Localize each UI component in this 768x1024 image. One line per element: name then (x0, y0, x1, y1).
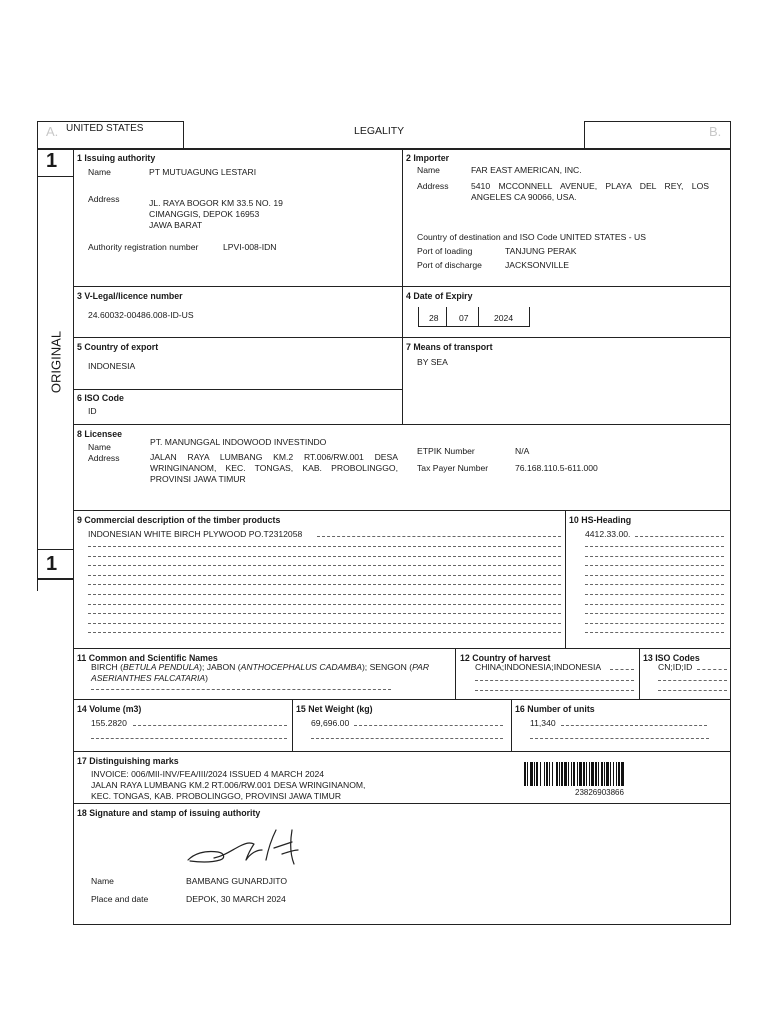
licensee-address: JALAN RAYA LUMBANG KM.2 RT.006/RW.001 DESA WRINGINANOM, KEC. TONGAS, KAB. PROBOLINGGO, PROVINSI JAWA TIMUR (150, 452, 398, 484)
copy-label: ORIGINAL (48, 330, 64, 394)
filler-line (88, 623, 561, 624)
box-a-letter: A. (46, 124, 59, 139)
form-left-border (73, 148, 74, 925)
header-line (584, 121, 585, 148)
column-divider (639, 648, 640, 699)
expiry-year: 2024 (494, 313, 514, 323)
harvest-country-heading: 12 Country of harvest (460, 653, 551, 663)
filler-line (88, 556, 561, 557)
marks-line: KEC. TONGAS, KAB. PROBOLINGGO, PROVINSI JAWA TIMUR (91, 791, 342, 801)
issuer-address-line: JL. RAYA BOGOR KM 33.5 NO. 19 (149, 198, 283, 208)
importer-heading: 2 Importer (406, 153, 450, 163)
iso-codes-heading: 13 ISO Codes (643, 653, 700, 663)
licensee-address-label: Address (88, 453, 120, 463)
volume-heading: 14 Volume (m3) (77, 704, 142, 714)
filler-line (585, 556, 724, 557)
authority-reg-number: LPVI-008-IDN (223, 242, 277, 252)
species-names-line: BIRCH (BETULA PENDULA); JABON (ANTHOCEPHALUS CADAMBA); SENGON (PAR (91, 662, 430, 672)
barcode (524, 762, 680, 786)
copy-number-top: 1 (46, 150, 58, 172)
barcode-bar (618, 762, 620, 786)
section-divider (73, 803, 731, 804)
form-title: LEGALITY (354, 125, 405, 137)
side-border (37, 549, 73, 550)
barcode-bar (573, 762, 575, 786)
units-value: 11,340 (530, 718, 556, 728)
side-border (37, 148, 38, 591)
header-line (730, 121, 731, 149)
issuer-name-label: Name (88, 167, 111, 177)
hs-heading-value: 4412.33.00. (585, 529, 631, 539)
column-divider (402, 148, 403, 424)
filler-line (585, 575, 724, 576)
licence-number: 24.60032-00486.008-ID-US (88, 310, 194, 320)
issuer-name: PT MUTUAGUNG LESTARI (149, 167, 257, 177)
barcode-bar (616, 762, 617, 786)
filler-line (311, 738, 503, 739)
section-divider (73, 751, 731, 752)
barcode-bar (546, 762, 548, 786)
box-b-letter: B. (709, 124, 722, 139)
barcode-bar (586, 762, 587, 786)
barcode-number: 23826903866 (575, 788, 624, 797)
filler-line (530, 738, 709, 739)
filler-line (475, 680, 634, 681)
export-country-heading: 5 Country of export (77, 342, 159, 352)
port-discharge: JACKSONVILLE (505, 260, 569, 270)
expiry-day: 28 (429, 313, 439, 323)
filler-line (585, 546, 724, 547)
expiry-date-heading: 4 Date of Expiry (406, 291, 473, 301)
column-divider (565, 510, 566, 648)
filler-line (88, 604, 561, 605)
marks-heading: 17 Distinguishing marks (77, 756, 179, 766)
barcode-bar (601, 762, 603, 786)
filler-line (91, 738, 287, 739)
filler-line (585, 584, 724, 585)
expiry-month: 07 (459, 313, 469, 323)
section-divider (73, 699, 731, 700)
filler-line (88, 565, 561, 566)
filler-line (658, 690, 727, 691)
barcode-bar (583, 762, 585, 786)
licensee-heading: 8 Licensee (77, 429, 122, 439)
copy-number-bottom: 1 (46, 553, 58, 575)
filler-line (585, 594, 724, 595)
section-divider (73, 648, 731, 649)
filler-line (88, 613, 561, 614)
barcode-bar (589, 762, 590, 786)
barcode-bar (591, 762, 594, 786)
marks-line: INVOICE: 006/MII-INV/FEA/III/2024 ISSUED 4 MARCH 2024 (91, 769, 325, 779)
volume-value: 155.2820 (91, 718, 127, 728)
destination-country: Country of destination and ISO Code UNITED STATES - US (417, 232, 646, 242)
etpik-number: N/A (515, 446, 530, 456)
signature-heading: 18 Signature and stamp of issuing authority (77, 808, 261, 818)
column-divider (511, 699, 512, 751)
barcode-bar (556, 762, 558, 786)
form-right-border (730, 148, 731, 925)
country-label: UNITED STATES (66, 123, 144, 134)
filler-line (91, 689, 391, 690)
tax-payer-number: 76.168.110.5-611.000 (515, 463, 598, 473)
importer-name: FAR EAST AMERICAN, INC. (471, 165, 582, 175)
filler-line (354, 725, 503, 726)
barcode-bar (549, 762, 550, 786)
importer-name-label: Name (417, 165, 440, 175)
port-loading: TANJUNG PERAK (505, 246, 577, 256)
barcode-bar (564, 762, 567, 786)
section-divider (73, 510, 731, 511)
filler-line (585, 632, 724, 633)
export-country: INDONESIA (88, 361, 136, 371)
signer-name-label: Name (91, 876, 114, 886)
transport-means: BY SEA (417, 357, 448, 367)
place-date: DEPOK, 30 MARCH 2024 (186, 894, 286, 904)
filler-line (88, 546, 561, 547)
filler-line (88, 575, 561, 576)
barcode-bar (613, 762, 614, 786)
port-loading-label: Port of loading (417, 246, 473, 256)
etpik-label: ETPIK Number (417, 446, 475, 456)
licensee-name: PT. MANUNGGAL INDOWOOD INVESTINDO (150, 437, 327, 447)
barcode-bar (559, 762, 560, 786)
filler-line (88, 594, 561, 595)
importer-address: 5410 MCCONNELL AVENUE, PLAYA DEL REY, LOS ANGELES CA 90066, USA. (471, 181, 709, 202)
form-top-border (37, 148, 731, 150)
transport-heading: 7 Means of transport (406, 342, 493, 352)
port-discharge-label: Port of discharge (417, 260, 482, 270)
barcode-bar (606, 762, 609, 786)
filler-line (317, 536, 561, 537)
tax-payer-label: Tax Payer Number (417, 463, 489, 473)
form-bottom-border (73, 924, 731, 925)
header-line (37, 121, 183, 122)
column-divider (292, 699, 293, 751)
marks-line: JALAN RAYA LUMBANG KM.2 RT.006/RW.001 DESA WRINGINANOM, (91, 780, 366, 790)
signature-image (184, 820, 304, 868)
iso-code-heading: 6 ISO Code (77, 393, 124, 403)
place-date-label: Place and date (91, 894, 149, 904)
filler-line (88, 584, 561, 585)
barcode-bar (561, 762, 563, 786)
barcode-bar (540, 762, 541, 786)
side-border (37, 578, 73, 580)
species-names-line: ASERIANTHES FALCATARIA) (91, 673, 209, 683)
filler-line (585, 565, 724, 566)
issuer-address-line: JAWA BARAT (149, 220, 203, 230)
section-divider (73, 389, 402, 390)
iso-codes: CN;ID;ID (658, 662, 693, 672)
filler-line (585, 623, 724, 624)
filler-line (475, 690, 634, 691)
barcode-bar (598, 762, 599, 786)
section-divider (73, 424, 731, 425)
timber-description: INDONESIAN WHITE BIRCH PLYWOOD PO.T2312058 (88, 529, 303, 539)
filler-line (133, 725, 287, 726)
barcode-bar (579, 762, 582, 786)
header-line (183, 121, 184, 148)
filler-line (610, 669, 634, 670)
units-heading: 16 Number of units (515, 704, 595, 714)
hs-heading-title: 10 HS-Heading (569, 515, 632, 525)
issuing-authority-heading: 1 Issuing authority (77, 153, 156, 163)
barcode-bar (527, 762, 528, 786)
licence-number-heading: 3 V-Legal/licence number (77, 291, 183, 301)
barcode-bar (571, 762, 572, 786)
harvest-countries: CHINA;INDONESIA;INDONESIA (475, 662, 602, 672)
net-weight-value: 69,696.00 (311, 718, 350, 728)
issuer-address-label: Address (88, 194, 120, 204)
column-divider (455, 648, 456, 699)
filler-line (658, 680, 727, 681)
filler-line (585, 613, 724, 614)
barcode-bar (595, 762, 597, 786)
barcode-bar (530, 762, 533, 786)
filler-line (635, 536, 724, 537)
barcode-bar (536, 762, 538, 786)
filler-line (561, 725, 707, 726)
side-border (37, 176, 73, 177)
barcode-bar (621, 762, 624, 786)
barcode-bar (552, 762, 553, 786)
barcode-bar (524, 762, 526, 786)
net-weight-heading: 15 Net Weight (kg) (296, 704, 373, 714)
barcode-bar (544, 762, 545, 786)
filler-line (585, 604, 724, 605)
header-line (37, 121, 38, 149)
barcode-bar (534, 762, 535, 786)
header-line (584, 121, 731, 122)
barcode-bar (610, 762, 611, 786)
barcode-bar (604, 762, 605, 786)
names-heading: 11 Common and Scientific Names (77, 653, 218, 663)
description-heading: 9 Commercial description of the timber products (77, 515, 281, 525)
barcode-bar (568, 762, 569, 786)
filler-line (88, 632, 561, 633)
licensee-name-label: Name (88, 442, 111, 452)
iso-code: ID (88, 406, 97, 416)
filler-line (697, 669, 727, 670)
signer-name: BAMBANG GUNARDJITO (186, 876, 288, 886)
importer-address-label: Address (417, 181, 449, 191)
authority-reg-label: Authority registration number (88, 242, 199, 252)
issuer-address-line: CIMANGGIS, DEPOK 16953 (149, 209, 260, 219)
barcode-bar (577, 762, 578, 786)
